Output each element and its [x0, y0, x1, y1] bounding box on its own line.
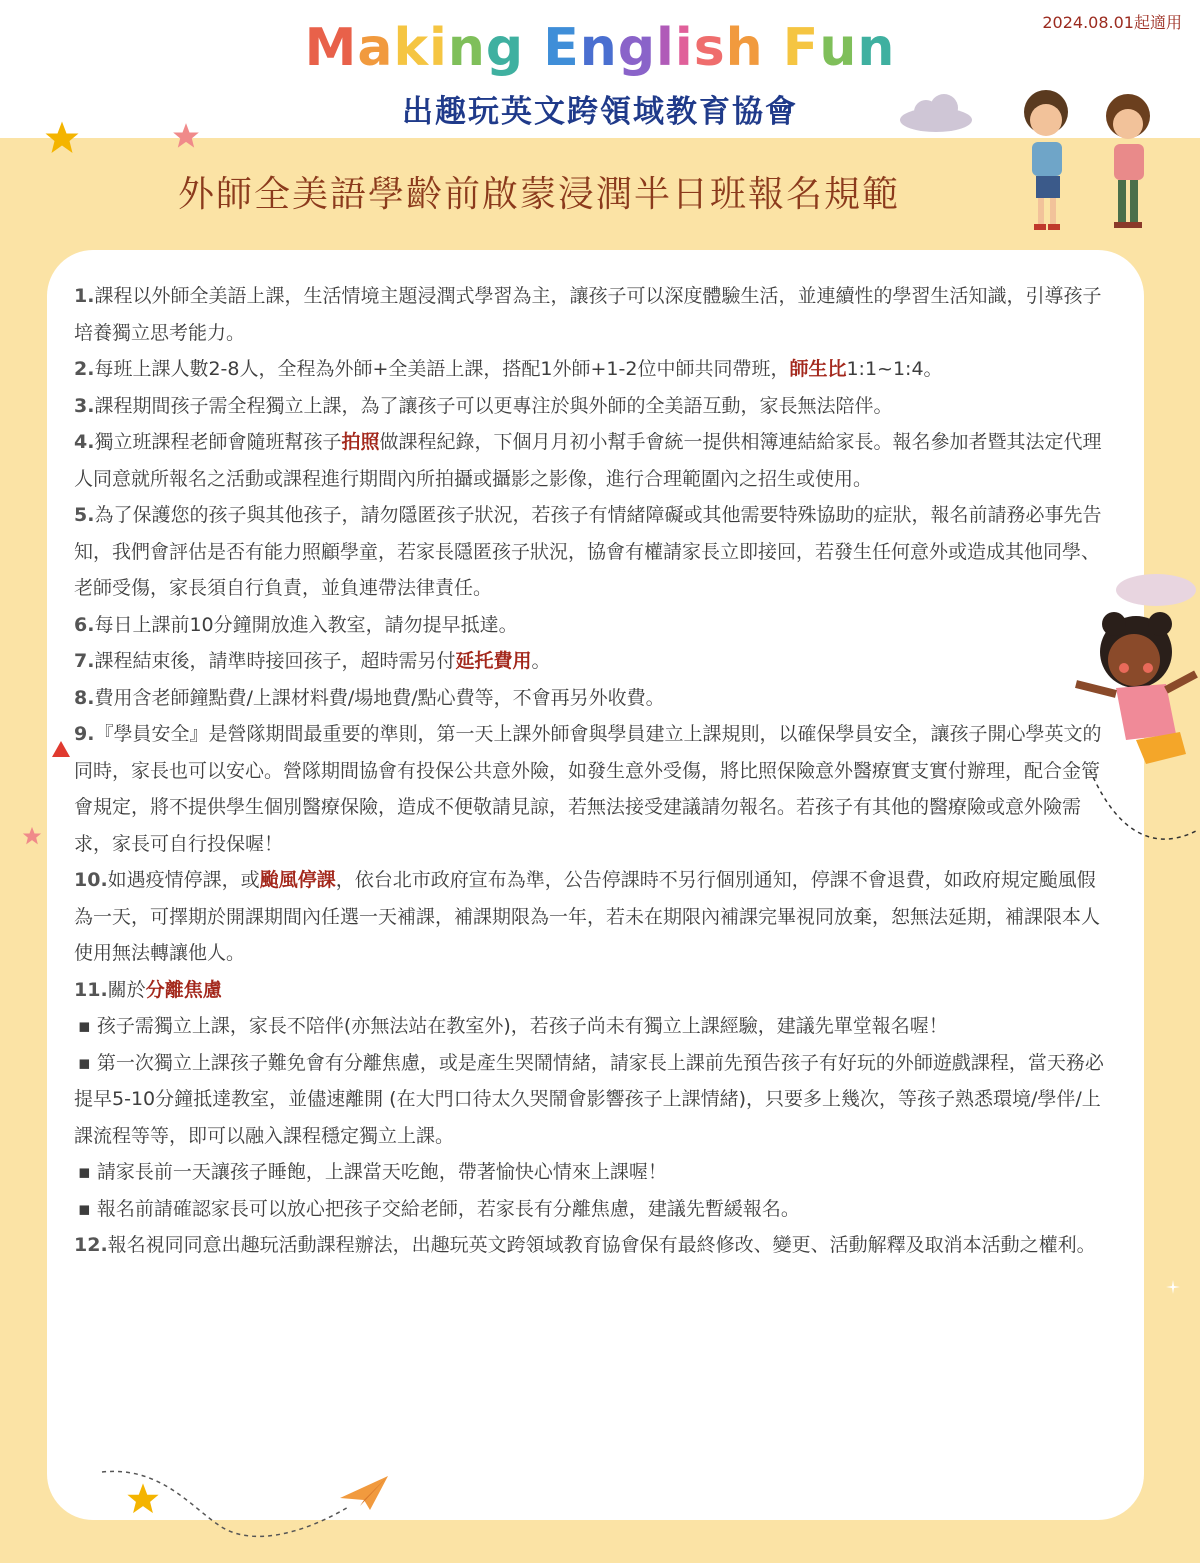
rule-text: 課程期間孩子需全程獨立上課，為了讓孩子可以更專注於與外師的全美語互動，家長無法陪伴。: [94, 394, 893, 417]
item-number: 12.: [74, 1234, 108, 1256]
brand-letter: E: [543, 18, 580, 78]
brand-letter: n: [447, 18, 486, 78]
rule-text: 1:1~1:4。: [846, 358, 943, 380]
item-number: 5.: [74, 504, 95, 526]
highlight-text: 颱風停課: [259, 869, 336, 891]
paper-plane-icon: [340, 1476, 388, 1512]
brand-letter: i: [674, 18, 694, 78]
rule-text: 『學員安全』是營隊期間最重要的準則，第一天上課外師會與學員建立上課規則，以確保學員安全，讓孩子開心學英文的同時，家長也可以安心。營隊期間協會有投保公共意外險，如發生意外受傷，將比照保險意外醫療實支實付辦理，配合金管會規定，將不提供學生個別醫療保險，造成不便敬請見諒，若無法接受建議請勿報名。若孩子有其他的醫療險或意外險需求，家長可自行投保喔！: [74, 723, 1102, 855]
item-number: 1.: [74, 285, 95, 307]
brand-letter: F: [782, 18, 820, 78]
star-icon: [172, 122, 200, 150]
rule-text: 獨立班課程老師會隨班幫孩子: [94, 431, 342, 453]
highlight-text: 分離焦慮: [145, 978, 222, 1001]
rule-item: [74, 607, 1114, 644]
rule-text: 關於: [107, 978, 146, 1001]
star-icon: [22, 826, 42, 846]
rule-item: [74, 278, 1114, 351]
rules-list: [74, 278, 1114, 1264]
rule-item: [74, 972, 1114, 1009]
rule-text: 如遇疫情停課，或: [107, 869, 260, 891]
page-title: 外師全美語學齡前啟蒙浸潤半日班報名規範: [178, 174, 901, 215]
rule-text: 每班上課人數2-8人，全程為外師+全美語上課，搭配1外師+1-2位中師共同帶班，: [94, 358, 790, 380]
brand-letter: a: [357, 18, 394, 78]
rule-text: 每日上課前10分鐘開放進入教室，請勿提早抵達。: [94, 613, 518, 636]
effective-date: 2024.08.01起適用: [1042, 13, 1182, 32]
rule-text: ▪ 孩子需獨立上課，家長不陪伴(亦無法站在教室外)，若孩子尚未有獨立上課經驗，建議先單堂報名喔！: [78, 1015, 948, 1037]
item-number: 3.: [74, 394, 95, 417]
highlight-text: 延托費用: [455, 650, 532, 672]
rule-item: [74, 643, 1114, 680]
brand-letter: [764, 18, 783, 78]
brand-letter: i: [429, 18, 448, 78]
brand-letter: h: [725, 18, 764, 78]
item-number: 7.: [74, 650, 95, 672]
rule-text: 。: [531, 650, 551, 672]
highlight-text: 師生比: [789, 358, 847, 380]
rule-item: [74, 716, 1114, 862]
rule-text: 課程以外師全美語上課，生活情境主題浸潤式學習為主，讓孩子可以深度體驗生活，並連續性的學習生活知識，引導孩子培養獨立思考能力。: [74, 285, 1102, 344]
rule-item: [74, 680, 1114, 717]
rule-item: [74, 1191, 1114, 1228]
rule-text: 做課程紀錄，下個月月初小幫手會統一提供相簿連結給家長。報名參加者暨其法定代理人同意就所報名之活動或課程進行期間內所拍攝或攝影之影像，進行合理範圍內之招生或使用。: [74, 431, 1102, 490]
brand-letter: u: [819, 18, 858, 78]
item-number: 2.: [74, 358, 95, 380]
rule-text: ▪ 請家長前一天讓孩子睡飽，上課當天吃飽，帶著愉快心情來上課喔！: [78, 1161, 667, 1183]
brand-letter: s: [693, 18, 726, 78]
rule-item: [74, 862, 1114, 972]
brand-letter: n: [857, 18, 896, 78]
item-number: 11.: [74, 978, 108, 1001]
rule-text: ▪ 第一次獨立上課孩子難免會有分離焦慮，或是產生哭鬧情緒，請家長上課前先預告孩子有好玩的外師遊戲課程，當天務必提早5-10分鐘抵達教室，並儘速離開 (在大門口待太久哭鬧會影響孩子上課情緒)，只要多上幾次，等孩子熟悉環境/學伴/上課流程等等，即可以融入課程穩定獨立上課。: [74, 1051, 1104, 1147]
rule-text: 課程結束後，請準時接回孩子，超時需另付: [94, 650, 456, 672]
brand-letter: g: [617, 18, 657, 78]
organization-name: 出趣玩英文跨領域教育協會: [402, 94, 798, 130]
rule-item: [74, 1227, 1114, 1264]
brand-letter: g: [485, 18, 525, 78]
rule-text: 為了保護您的孩子與其他孩子，請勿隱匿孩子狀況，若孩子有情緒障礙或其他需要特殊協助的症狀，報名前請務必事先告知，我們會評估是否有能力照顧學童，若家長隱匿孩子狀況，協會有權請家長立即接回，若發生任何意外或造成其他同學、老師受傷，家長須自行負責，並負連帶法律責任。: [74, 504, 1102, 599]
brand-letter: l: [656, 18, 675, 78]
dashed-path-decoration: [1080, 760, 1200, 860]
rule-item: [74, 1154, 1114, 1191]
rule-item: [74, 1045, 1114, 1155]
triangle-icon: [52, 741, 70, 757]
rule-item: [74, 1008, 1114, 1045]
brand-logo-text: [0, 18, 1200, 78]
item-number: 9.: [74, 723, 95, 745]
brand-letter: M: [304, 18, 358, 78]
rule-item: [74, 497, 1114, 607]
rule-text: 費用含老師鐘點費/上課材料費/場地費/點心費等，不會再另外收費。: [94, 686, 665, 709]
star-icon: [44, 120, 80, 156]
rule-text: ▪ 報名前請確認家長可以放心把孩子交給老師，若家長有分離焦慮，建議先暫緩報名。: [78, 1197, 800, 1220]
cloud-icon: [896, 94, 976, 134]
item-number: 8.: [74, 686, 95, 709]
brand-letter: n: [579, 18, 618, 78]
brand-letter: k: [393, 18, 430, 78]
children-illustration: [1010, 86, 1170, 236]
rule-text: ，依台北市政府宣布為準，公告停課時不另行個別通知，停課不會退費，如政府規定颱風假為一天，可擇期於開課期間內任選一天補課，補課期限為一年，若未在期限內補課完畢視同放棄，恕無法延期，補課限本人使用無法轉讓他人。: [74, 869, 1101, 964]
brand-letter: [524, 18, 543, 78]
sparkle-icon: [1166, 1280, 1180, 1294]
dashed-path-decoration: [100, 1466, 360, 1546]
item-number: 4.: [74, 431, 95, 453]
highlight-text: 拍照: [341, 431, 380, 453]
rule-item: [74, 424, 1114, 497]
rule-item: [74, 351, 1114, 388]
rule-text: 報名視同同意出趣玩活動課程辦法，出趣玩英文跨領域教育協會保有最終修改、變更、活動解釋及取消本活動之權利。: [107, 1234, 1096, 1256]
rule-item: [74, 388, 1114, 425]
item-number: 10.: [74, 869, 108, 891]
item-number: 6.: [74, 613, 95, 636]
